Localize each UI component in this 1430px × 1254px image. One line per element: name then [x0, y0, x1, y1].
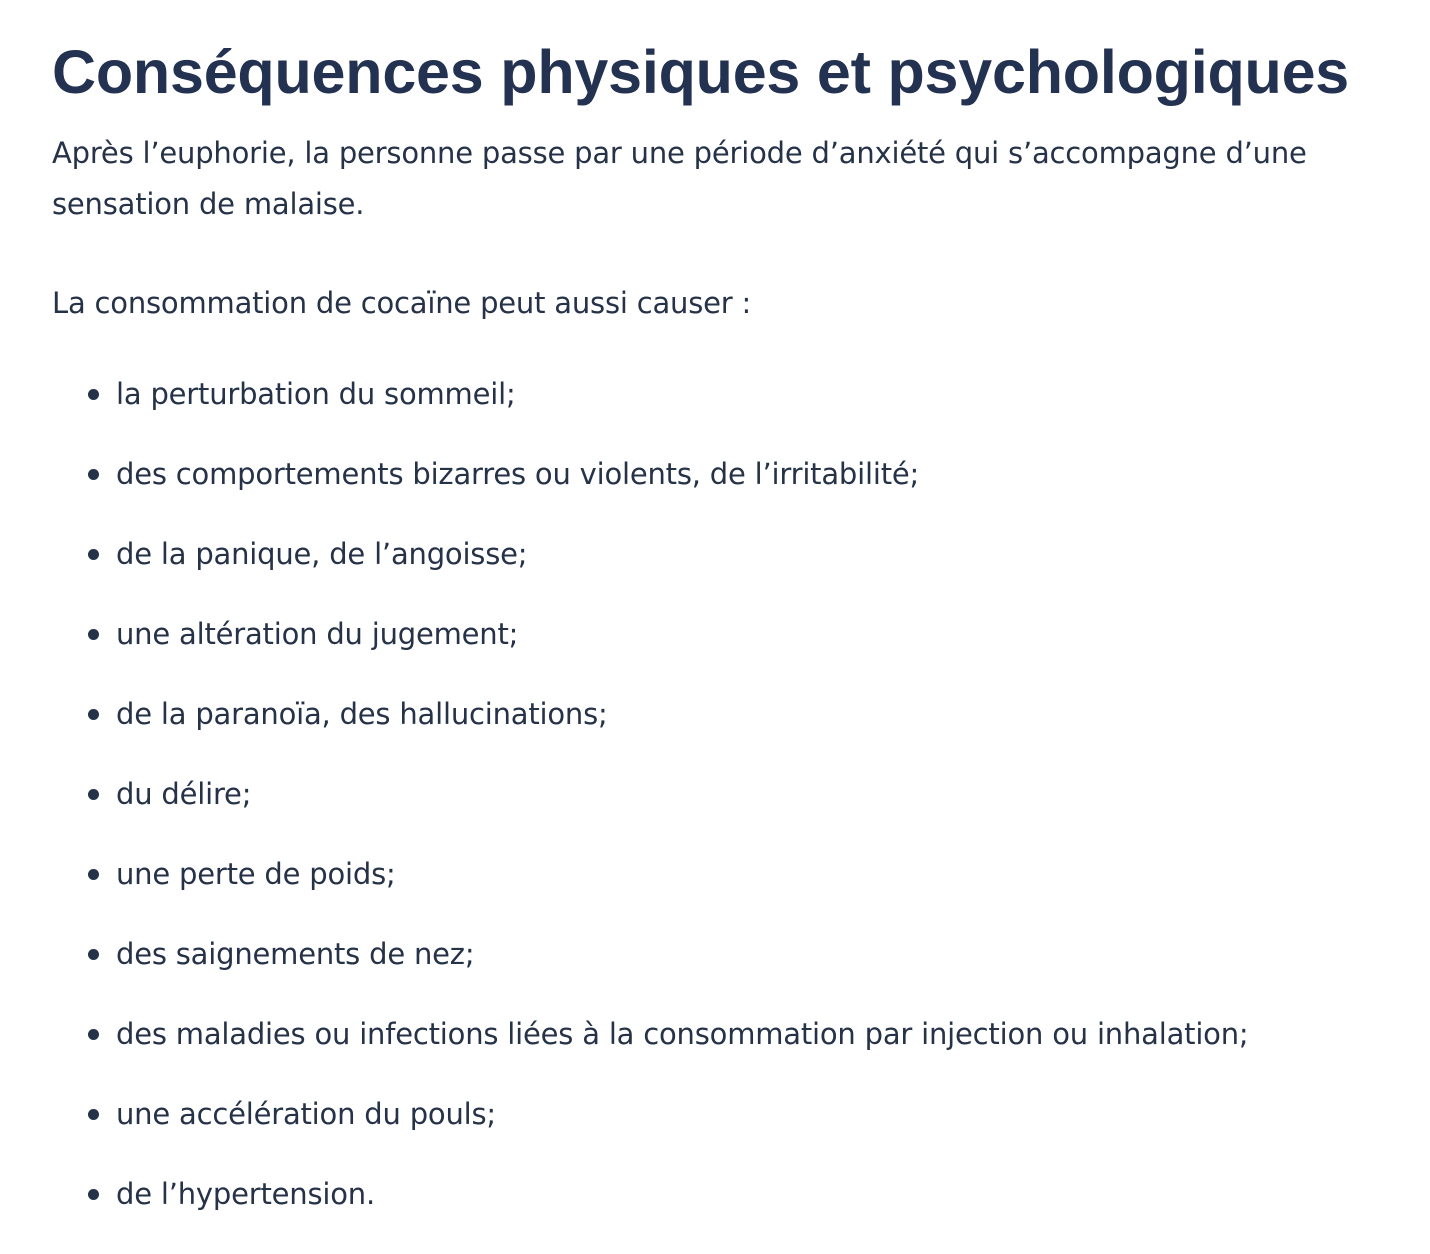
- bullet-icon: [88, 869, 99, 880]
- list-item-text: une perte de poids;: [116, 857, 396, 891]
- list-item: [116, 774, 1412, 814]
- list-item: [116, 854, 1412, 894]
- list-item-text: une altération du jugement;: [116, 617, 519, 651]
- list-item-text: de la paranoïa, des hallucinations;: [116, 697, 608, 731]
- list-item-text: des saignements de nez;: [116, 937, 475, 971]
- intro-paragraph: La consommation de cocaïne peut aussi causer :: [52, 286, 752, 320]
- article-section: [52, 0, 1412, 1254]
- bullet-icon: [88, 469, 99, 480]
- bullet-icon: [88, 789, 99, 800]
- lead-paragraph: Après l’euphorie, la personne passe par une période d’anxiété qui s’accompagne d’une sensation de malaise.: [52, 136, 1307, 221]
- list-item-text: du délire;: [116, 777, 252, 811]
- list-item: [116, 1174, 1412, 1214]
- bullet-icon: [88, 1029, 99, 1040]
- list-item: [116, 374, 1412, 414]
- list-item: [116, 454, 1412, 494]
- consequences-list: [52, 374, 1412, 1214]
- bullet-icon: [88, 389, 99, 400]
- list-item: [116, 614, 1412, 654]
- list-item: [116, 1094, 1412, 1134]
- list-item: [116, 534, 1412, 574]
- list-item-text: des maladies ou infections liées à la consommation par injection ou inhalation;: [116, 1017, 1249, 1051]
- bullet-icon: [88, 1189, 99, 1200]
- list-item-text: de la panique, de l’angoisse;: [116, 537, 528, 571]
- bullet-icon: [88, 1109, 99, 1120]
- bullet-icon: [88, 949, 99, 960]
- list-item-text: la perturbation du sommeil;: [116, 377, 516, 411]
- section-title: Conséquences physiques et psychologiques: [52, 38, 1350, 106]
- list-item: [116, 934, 1412, 974]
- list-item-text: des comportements bizarres ou violents, de l’irritabilité;: [116, 457, 920, 491]
- list-item-text: de l’hypertension.: [116, 1177, 375, 1211]
- list-item: [116, 694, 1412, 734]
- bullet-icon: [88, 549, 99, 560]
- list-item-text: une accélération du pouls;: [116, 1097, 496, 1131]
- bullet-icon: [88, 629, 99, 640]
- list-item: [116, 1014, 1412, 1054]
- bullet-icon: [88, 709, 99, 720]
